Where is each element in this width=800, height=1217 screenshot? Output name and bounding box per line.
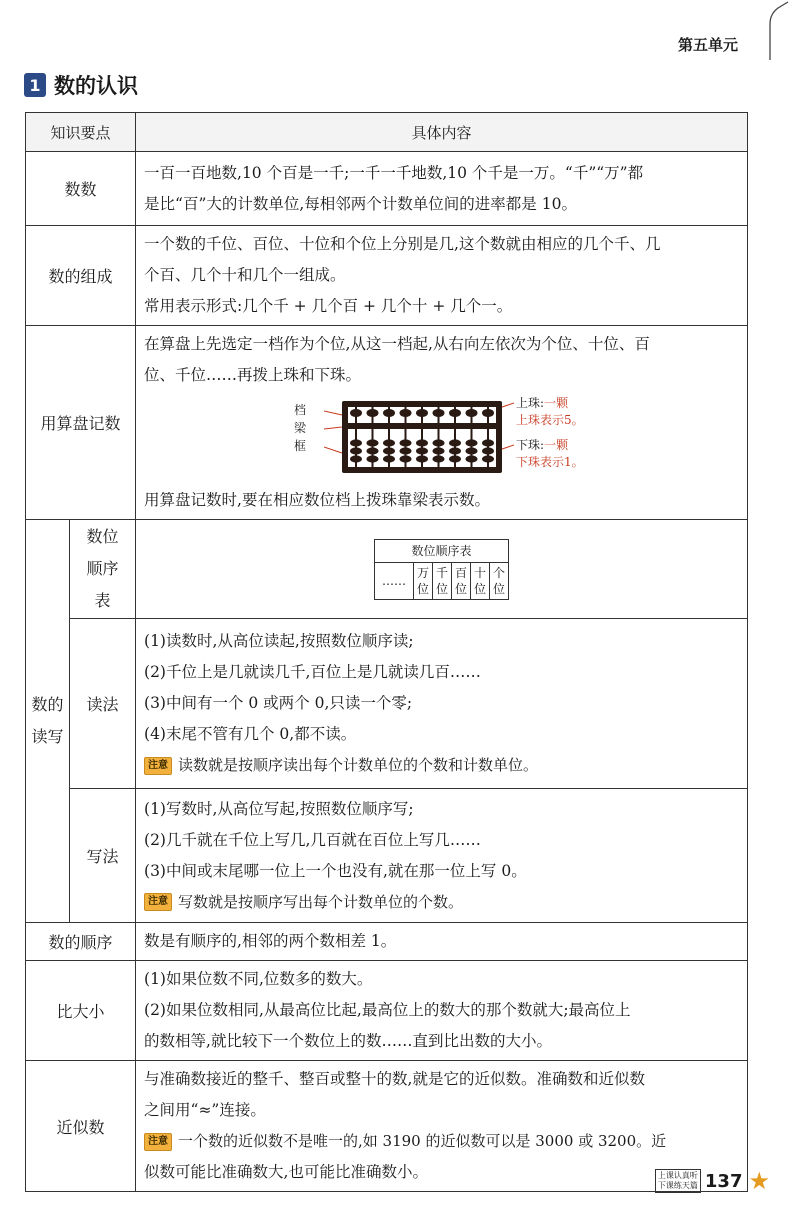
note-read [144,750,739,781]
row-label-suanpan: 用算盘记数 [26,326,136,520]
place-value-cell: 十位 [471,562,490,599]
place-value-cell: …… [375,562,414,599]
unit-label: 第五单元 [677,36,738,54]
abacus-lower-bead [466,455,478,462]
sub-label-write: 写法 [70,789,136,923]
abacus-lower-bead [449,447,461,454]
upper-bead-label: 上珠: [516,396,545,410]
table-row [26,961,748,1061]
sub-label-order-text: 数位顺序表 [86,527,119,610]
abacus-upper-bead [350,409,362,417]
header-content: 具体内容 [136,113,748,152]
place-value-title: 数位顺序表 [375,539,509,562]
row-label-bidaxiao: 比大小 [26,961,136,1061]
table-row [26,619,748,789]
abacus-drawing [324,397,514,477]
sub-label-read: 读法 [70,619,136,789]
page-number: 137 [704,1170,743,1192]
text-line: 常用表示形式:几个千 + 几个百 + 几个十 + 几个一。 [144,297,513,315]
abacus-lower-bead [482,447,494,454]
section-title: 数的认识 [54,74,138,98]
note-text: 似数可能比准确数大,也可能比准确数小。 [144,1163,428,1181]
text-line: (2)如果位数相同,从最高位比起,最高位上的数大的那个数就大;最高位上 [144,1001,631,1019]
abacus-lower-bead [367,455,379,462]
text-line: 位、千位……再拨上珠和下珠。 [144,366,362,384]
table-row [26,1061,748,1192]
abacus-lower-bead [466,439,478,446]
text-line: (4)末尾不管有几个 0,都不读。 [144,725,357,743]
abacus-lower-bead [400,439,412,446]
lower-bead-desc: 下珠表示1。 [516,455,584,469]
abacus-part-labels [294,401,324,455]
footer-motto [655,1169,701,1193]
row-content-order [136,520,748,619]
table-row [26,226,748,326]
abacus-lower-bead [449,439,461,446]
text-line: (1)如果位数不同,位数多的数大。 [144,970,373,988]
abacus-lower-bead [482,455,494,462]
row-content-bidaxiao [136,961,748,1061]
text-line: 与准确数接近的整千、整百或整十的数,就是它的近似数。准确数和近似数 [144,1070,645,1088]
text-line: 在算盘上先选定一档作为个位,从这一档起,从右向左依次为个位、十位、百 [144,335,650,353]
text-line: 数是有顺序的,相邻的两个数相差 1。 [144,932,397,950]
lower-bead-label: 下珠: [516,438,545,452]
label-beam: 梁 [294,421,307,435]
table-row [26,520,748,619]
motto-line: 上课认真听 [657,1171,698,1180]
row-label-shunxu: 数的顺序 [26,923,136,961]
place-value-cell: 百位 [452,562,471,599]
abacus-lower-bead [449,455,461,462]
abacus-lower-bead [433,455,445,462]
row-label-duxie [26,520,70,923]
abacus-lower-bead [466,447,478,454]
row-content-zucheng [136,226,748,326]
note-icon: 注意 [144,893,172,911]
text-line: (1)读数时,从高位读起,按照数位顺序读; [144,632,414,650]
table-row [26,789,748,923]
text-line: 的数相等,就比较下一个数位上的数……直到比出数的大小。 [144,1032,552,1050]
place-value-cell: 个位 [490,562,509,599]
label-frame: 框 [294,439,307,453]
text-line: 是比“百”大的计数单位,每相邻两个计数单位间的进率都是 10。 [144,194,577,213]
row-content-shunxu [136,923,748,961]
abacus-upper-bead [482,409,494,417]
abacus-lower-bead [367,439,379,446]
text-line: 用算盘记数时,要在相应数位档上拨珠靠梁表示数。 [144,491,490,509]
header-knowledge-points: 知识要点 [26,113,136,152]
abacus-upper-bead [400,409,412,417]
knowledge-table-wrapper [25,112,748,1192]
page-footer [655,1167,770,1195]
row-label-duxie-text: 数的读写 [31,695,64,746]
abacus-bead-notes [516,395,584,471]
row-label-zucheng: 数的组成 [26,226,136,326]
place-value-cell: 万位 [414,562,433,599]
section-number-badge: 1 [24,73,46,97]
abacus-lower-bead [350,455,362,462]
section-heading [24,70,138,100]
row-content-shushu [136,152,748,226]
place-value-cell: 千位 [433,562,452,599]
abacus-upper-bead [383,409,395,417]
text-line: 个百、几个十和几个一组成。 [144,266,346,284]
abacus-lower-bead [482,439,494,446]
abacus-lower-bead [433,447,445,454]
text-line: (1)写数时,从高位写起,按照数位顺序写; [144,799,414,818]
note-icon: 注意 [144,757,172,775]
row-label-jinsi: 近似数 [26,1061,136,1192]
row-content-suanpan [136,326,748,520]
abacus-upper-bead [416,409,428,417]
row-label-shushu: 数数 [26,152,136,226]
note-text: 写数就是按顺序写出每个计数单位的个数。 [178,892,464,911]
row-content-write [136,789,748,923]
abacus-lower-bead [400,455,412,462]
star-icon: ★ [748,1167,770,1195]
text-line: (2)几千就在千位上写几,几百就在百位上写几…… [144,830,481,849]
abacus-lower-bead [383,447,395,454]
text-line: (2)千位上是几就读几千,百位上是几就读几百…… [144,663,481,681]
row-content-read [136,619,748,789]
abacus-lower-bead [350,439,362,446]
abacus-lower-bead [350,447,362,454]
note-icon: 注意 [144,1133,172,1151]
abacus-upper-bead [449,409,461,417]
upper-bead-desc: 上珠表示5。 [516,413,584,427]
abacus-lower-bead [400,447,412,454]
lower-bead-count: 一颗 [544,438,569,452]
note-write [144,887,739,918]
note-text: 读数就是按顺序读出每个计数单位的个数和计数单位。 [178,756,539,774]
abacus-upper-bead [466,409,478,417]
text-line: 之间用“≈”连接。 [144,1101,266,1119]
note-jinsi [144,1126,739,1157]
abacus-lower-bead [367,447,379,454]
text-line: 一个数的千位、百位、十位和个位上分别是几,这个数就由相应的几个千、几 [144,235,661,253]
place-value-table [374,539,509,600]
text-line: 一百一百地数,10 个百是一千;一千一千地数,10 个千是一万。“千”“万”都 [144,163,644,182]
label-rod: 档 [294,403,307,417]
text-line: (3)中间有一个 0 或两个 0,只读一个零; [144,694,413,712]
sub-label-order [70,520,136,619]
table-row [26,326,748,520]
abacus-figure [144,393,739,483]
page-corner-decoration [730,0,790,60]
knowledge-table [25,112,748,1192]
table-header-row [26,113,748,152]
abacus-upper-bead [367,409,379,417]
abacus-upper-bead [433,409,445,417]
note-text: 一个数的近似数不是唯一的,如 3190 的近似数可以是 3000 或 3200。近 [178,1132,667,1150]
abacus-lower-bead [383,455,395,462]
abacus-lower-bead [416,447,428,454]
motto-line: 下课练天篇 [657,1181,698,1190]
abacus-lower-bead [383,439,395,446]
text-line: (3)中间或末尾哪一位上一个也没有,就在那一位上写 0。 [144,861,527,880]
abacus-lower-bead [433,439,445,446]
table-row [26,923,748,961]
upper-bead-count: 一颗 [544,396,569,410]
abacus-lower-bead [416,455,428,462]
abacus-lower-bead [416,439,428,446]
table-row [26,152,748,226]
